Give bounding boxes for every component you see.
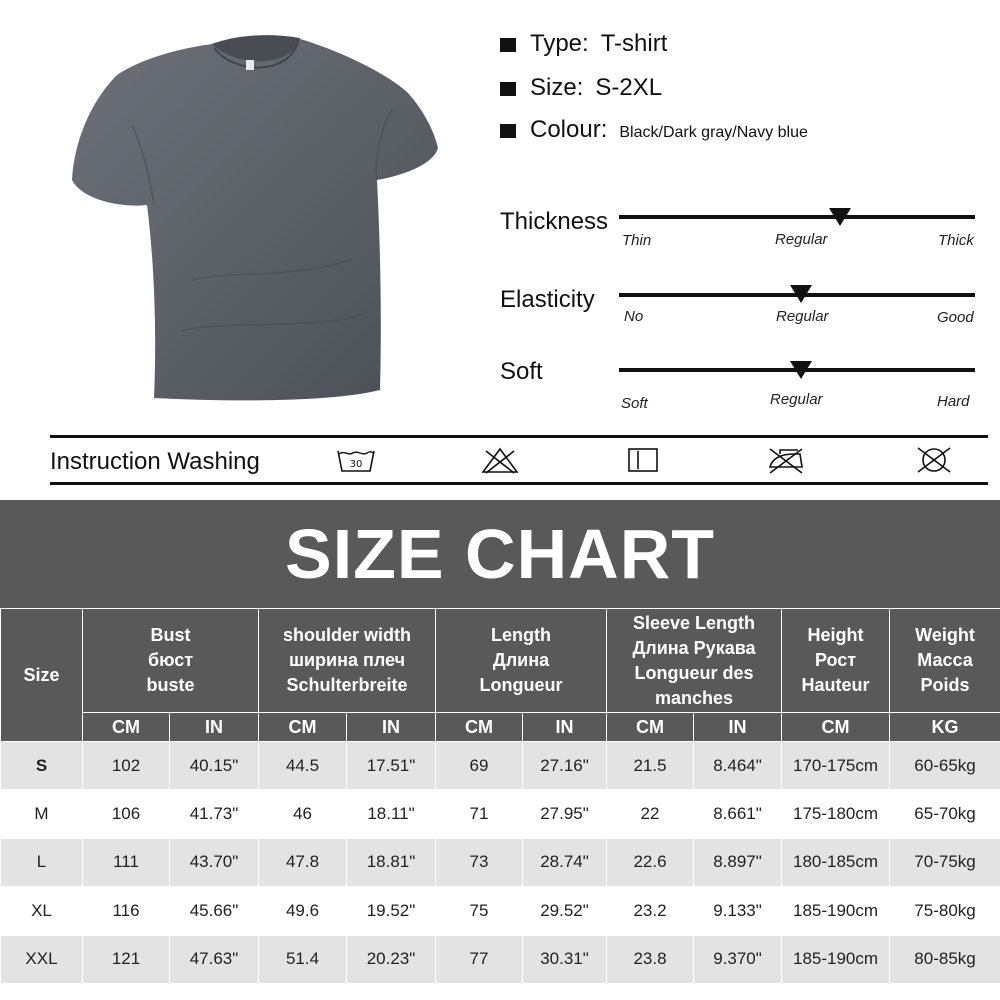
bullet-square-icon: [500, 38, 516, 52]
header-line: Weight: [915, 625, 975, 645]
table-row: [1, 935, 1000, 983]
scale-marker-thickness: [829, 208, 851, 226]
table-cell: 30.31": [523, 935, 607, 983]
table-cell: 180-185cm: [782, 838, 890, 886]
unit-header: IN: [694, 713, 782, 742]
spec-size: [500, 74, 662, 102]
wash-temp: 30: [349, 459, 363, 470]
drip-dry-icon: [623, 445, 663, 475]
header-line: Длина: [492, 650, 550, 670]
table-cell: 47.8: [259, 838, 347, 886]
unit-header: CM: [607, 713, 694, 742]
shoulder-width-header: [259, 609, 436, 713]
size-cell: XXL: [1, 935, 83, 983]
washing-instructions: [50, 435, 988, 485]
table-row: [1, 790, 1000, 838]
header-line: Рост: [814, 650, 857, 670]
unit-header: IN: [170, 713, 259, 742]
size-cell: XL: [1, 887, 83, 935]
size-chart-title: SIZE CHART: [285, 515, 715, 593]
table-cell: 40.15": [170, 742, 259, 790]
no-dry-clean-icon: [914, 445, 954, 475]
table-cell: 71: [436, 790, 523, 838]
table-cell: 45.66": [170, 887, 259, 935]
table-cell: 9.370": [694, 935, 782, 983]
size-cell: L: [1, 838, 83, 886]
table-cell: 102: [83, 742, 170, 790]
height-header: [782, 609, 890, 713]
table-cell: 19.52": [347, 887, 436, 935]
spec-value: T-shirt: [600, 30, 668, 57]
header-line: Длина Рукава: [632, 637, 756, 658]
table-cell: 170-175cm: [782, 742, 890, 790]
no-bleach-icon: [480, 445, 520, 475]
table-cell: 17.51": [347, 742, 436, 790]
scale-tick-high: Good: [937, 309, 974, 326]
header-line: Height: [807, 625, 864, 645]
unit-header: IN: [347, 713, 436, 742]
size-cell: M: [1, 790, 83, 838]
table-cell: 8.897": [694, 838, 782, 886]
table-cell: 43.70": [170, 838, 259, 886]
header-line: Sleeve Length: [632, 612, 756, 633]
unit-header: CM: [259, 713, 347, 742]
scale-tick-mid: Regular: [775, 231, 828, 248]
scale-tick-low: No: [624, 308, 644, 325]
table-cell: 106: [83, 790, 170, 838]
spec-value: S-2XL: [595, 74, 663, 101]
table-cell: 9.133": [694, 887, 782, 935]
table-cell: 18.11": [347, 790, 436, 838]
length-header: [436, 609, 607, 713]
table-row: [1, 742, 1000, 790]
table-cell: 77: [436, 935, 523, 983]
spec-type: [500, 30, 667, 58]
weight-header: [890, 609, 1000, 713]
table-cell: 27.16": [523, 742, 607, 790]
scale-label-thickness: Thickness: [500, 208, 609, 235]
tshirt-image: [62, 30, 452, 410]
spec-value: Black/Dark gray/Navy blue: [619, 124, 808, 141]
unit-header: IN: [523, 713, 607, 742]
scale-tick-low: Soft: [621, 395, 648, 412]
table-cell: 46: [259, 790, 347, 838]
sleeve-length-header: [607, 609, 782, 713]
wash-30-icon: [336, 445, 376, 475]
table-cell: 28.74": [523, 838, 607, 886]
table-cell: 75-80kg: [890, 887, 1000, 935]
header-line: Poids: [920, 675, 970, 695]
header-line: Масса: [917, 650, 973, 670]
table-cell: 47.63": [170, 935, 259, 983]
table-cell: 41.73": [170, 790, 259, 838]
unit-header: CM: [83, 713, 170, 742]
size-column-header: Size: [1, 609, 83, 742]
table-row: [1, 887, 1000, 935]
size-cell: S: [1, 742, 83, 790]
washing-title: Instruction Washing: [50, 448, 260, 475]
scale-marker-elasticity: [790, 285, 812, 303]
table-cell: 75: [436, 887, 523, 935]
header-line: Hauteur: [801, 675, 870, 695]
spec-key: Type:: [530, 30, 589, 57]
header-line: shoulder width: [283, 625, 412, 645]
header-line: ширина плеч: [288, 650, 406, 670]
table-cell: 22.6: [607, 838, 694, 886]
no-iron-icon: [766, 445, 806, 475]
table-cell: 8.661": [694, 790, 782, 838]
table-cell: 8.464": [694, 742, 782, 790]
table-cell: 185-190cm: [782, 887, 890, 935]
table-cell: 70-75kg: [890, 838, 1000, 886]
table-cell: 65-70kg: [890, 790, 1000, 838]
scale-tick-mid: Regular: [776, 308, 829, 325]
table-cell: 22: [607, 790, 694, 838]
header-line: Length: [491, 625, 552, 645]
spec-colour: [500, 116, 808, 144]
table-cell: 44.5: [259, 742, 347, 790]
table-cell: 69: [436, 742, 523, 790]
scale-label-soft: Soft: [500, 358, 543, 385]
table-cell: 29.52": [523, 887, 607, 935]
table-cell: 175-180cm: [782, 790, 890, 838]
table-cell: 73: [436, 838, 523, 886]
bullet-square-icon: [500, 82, 516, 96]
header-line: бюст: [147, 650, 194, 670]
scale-tick-high: Thick: [938, 232, 974, 249]
table-cell: 20.23": [347, 935, 436, 983]
header-line: Bust: [150, 625, 191, 645]
table-cell: 185-190cm: [782, 935, 890, 983]
table-row: [1, 838, 1000, 886]
size-table: [0, 608, 1000, 984]
header-line: Longueur: [479, 675, 563, 695]
table-cell: 18.81": [347, 838, 436, 886]
bullet-square-icon: [500, 124, 516, 138]
table-cell: 60-65kg: [890, 742, 1000, 790]
scale-label-elasticity: Elasticity: [500, 286, 595, 313]
scale-bar-thickness: [619, 215, 975, 219]
table-cell: 121: [83, 935, 170, 983]
unit-header: CM: [782, 713, 890, 742]
scale-tick-high: Hard: [937, 393, 970, 410]
table-cell: 80-85kg: [890, 935, 1000, 983]
header-line: Longueur des: [634, 662, 754, 683]
header-line: buste: [146, 675, 195, 695]
table-cell: 111: [83, 838, 170, 886]
table-cell: 49.6: [259, 887, 347, 935]
spec-key: Colour:: [530, 116, 608, 143]
table-cell: 51.4: [259, 935, 347, 983]
table-cell: 116: [83, 887, 170, 935]
size-chart: [0, 500, 1000, 1000]
scale-tick-low: Thin: [622, 232, 652, 249]
table-cell: 27.95": [523, 790, 607, 838]
table-cell: 23.8: [607, 935, 694, 983]
table-cell: 23.2: [607, 887, 694, 935]
scale-tick-mid: Regular: [770, 391, 823, 408]
bust-header: [83, 609, 259, 713]
header-line: manches: [654, 687, 734, 708]
table-cell: 21.5: [607, 742, 694, 790]
header-line: Schulterbreite: [286, 675, 408, 695]
unit-header: CM: [436, 713, 523, 742]
unit-header: KG: [890, 713, 1000, 742]
scale-marker-soft: [790, 361, 812, 379]
spec-key: Size:: [530, 74, 584, 101]
